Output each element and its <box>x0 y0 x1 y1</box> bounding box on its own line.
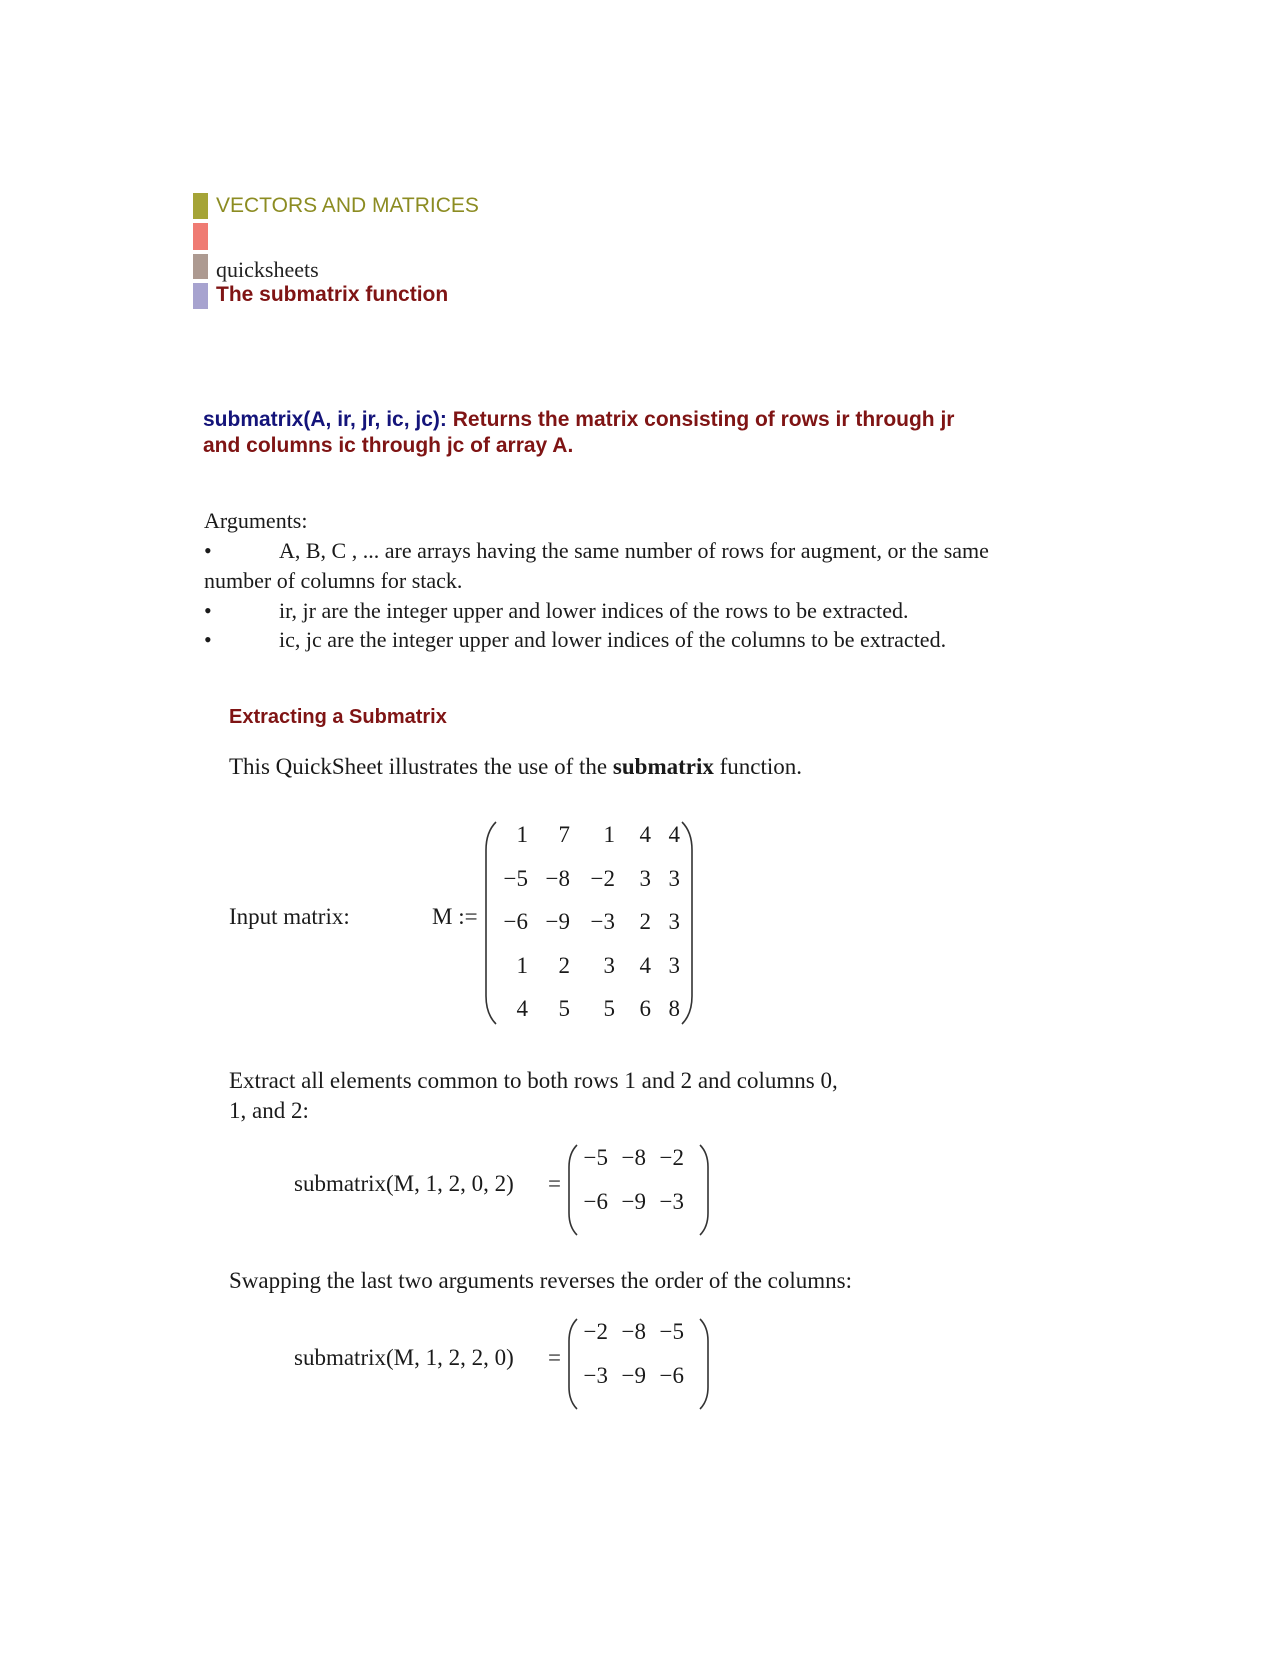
matrix-cell: −3 <box>590 909 615 934</box>
matrix-cell: 4 <box>668 822 680 847</box>
matrix-cell: −3 <box>659 1188 684 1214</box>
matrix-cell: 5 <box>603 996 615 1021</box>
matrix-cell: 1 <box>603 822 615 847</box>
intro-text <box>229 754 802 780</box>
intro-part: This QuickSheet illustrates the use of the <box>229 754 613 779</box>
result-matrix-2 <box>571 1310 684 1397</box>
bullet: • <box>204 627 212 652</box>
matrix-cell: 4 <box>639 952 651 978</box>
equals-sign: = <box>548 1345 561 1370</box>
matrix-cell: 3 <box>668 865 680 891</box>
page-title: The submatrix function <box>216 283 449 306</box>
matrix-cell: 3 <box>668 909 680 934</box>
equals-sign: = <box>548 1171 561 1196</box>
input-matrix-label: Input matrix: <box>229 904 350 929</box>
matrix-cell: −2 <box>590 865 615 891</box>
header-strip-olive <box>193 193 208 219</box>
right-paren-icon <box>698 1317 710 1411</box>
argument-text: A, B, C , ... are arrays having the same number of rows for augment, or the same <box>279 538 989 563</box>
function-description-1: Returns the matrix consisting of rows ir through jr <box>446 408 955 431</box>
argument-text: ir, jr are the integer upper and lower indices of the rows to be extracted. <box>279 598 909 623</box>
result-matrix-1 <box>571 1136 684 1223</box>
matrix-cell: −2 <box>583 1319 608 1344</box>
submatrix-expression-2: submatrix(M, 1, 2, 2, 0) <box>294 1345 514 1370</box>
extract-line: 1, and 2: <box>229 1098 309 1123</box>
arguments-heading: Arguments: <box>204 508 308 533</box>
extract-description <box>229 1066 929 1126</box>
function-description-2: and columns ic through jc of array A. <box>203 434 574 457</box>
section-name: quicksheets <box>216 257 319 282</box>
matrix-cell: −2 <box>659 1145 684 1170</box>
submatrix-expression-1: submatrix(M, 1, 2, 0, 2) <box>294 1171 514 1196</box>
argument-text: ic, jc are the integer upper and lower indices of the columns to be extracted. <box>279 627 947 652</box>
matrix-cell: 5 <box>558 996 570 1021</box>
argument-text: number of columns for stack. <box>204 568 463 593</box>
matrix-cell: −6 <box>503 909 528 934</box>
swap-description: Swapping the last two arguments reverses the order of the columns: <box>229 1268 852 1293</box>
matrix-cell: 2 <box>639 909 651 934</box>
matrix-cell: −5 <box>659 1319 684 1344</box>
matrix-cell: −5 <box>503 865 528 891</box>
function-name: submatrix(A, ir, jr, ic, jc): <box>203 408 447 431</box>
category-title: VECTORS AND MATRICES <box>216 194 479 217</box>
header-strip-lavender <box>193 283 208 309</box>
section-heading: Extracting a Submatrix <box>229 706 447 728</box>
right-paren-icon <box>698 1143 710 1237</box>
matrix-cell: 1 <box>516 952 528 978</box>
intro-function-name: submatrix <box>612 754 714 779</box>
matrix-cell: −9 <box>545 909 570 934</box>
matrix-cell: 3 <box>639 865 651 891</box>
header-strip-salmon <box>193 223 208 250</box>
right-paren-icon <box>680 820 694 1026</box>
matrix-cell: −6 <box>583 1188 608 1214</box>
matrix-cell: −5 <box>583 1145 608 1170</box>
matrix-cell: −8 <box>621 1145 646 1170</box>
assign-operator: M := <box>432 904 478 929</box>
matrix-cell: 1 <box>516 822 528 847</box>
matrix-cell: −8 <box>621 1319 646 1344</box>
input-matrix <box>494 813 680 1031</box>
intro-part: function. <box>713 754 803 779</box>
matrix-cell: −9 <box>621 1188 646 1214</box>
matrix-cell: 7 <box>558 822 570 847</box>
extract-line: Extract all elements common to both rows 1 and 2 and columns 0, <box>229 1068 838 1093</box>
matrix-cell: −6 <box>659 1362 684 1388</box>
function-signature <box>203 407 1063 459</box>
header-strip-taupe <box>193 254 208 279</box>
matrix-cell: −9 <box>621 1362 646 1388</box>
matrix-cell: −3 <box>583 1362 608 1388</box>
matrix-cell: 4 <box>516 996 528 1021</box>
matrix-cell: 8 <box>668 996 680 1021</box>
matrix-cell: 4 <box>639 822 651 847</box>
matrix-cell: 3 <box>603 952 615 978</box>
bullet: • <box>204 598 212 623</box>
bullet: • <box>204 538 212 563</box>
matrix-cell: 2 <box>558 952 570 978</box>
matrix-cell: −8 <box>545 865 570 891</box>
matrix-cell: 6 <box>639 996 651 1021</box>
matrix-cell: 3 <box>668 952 680 978</box>
